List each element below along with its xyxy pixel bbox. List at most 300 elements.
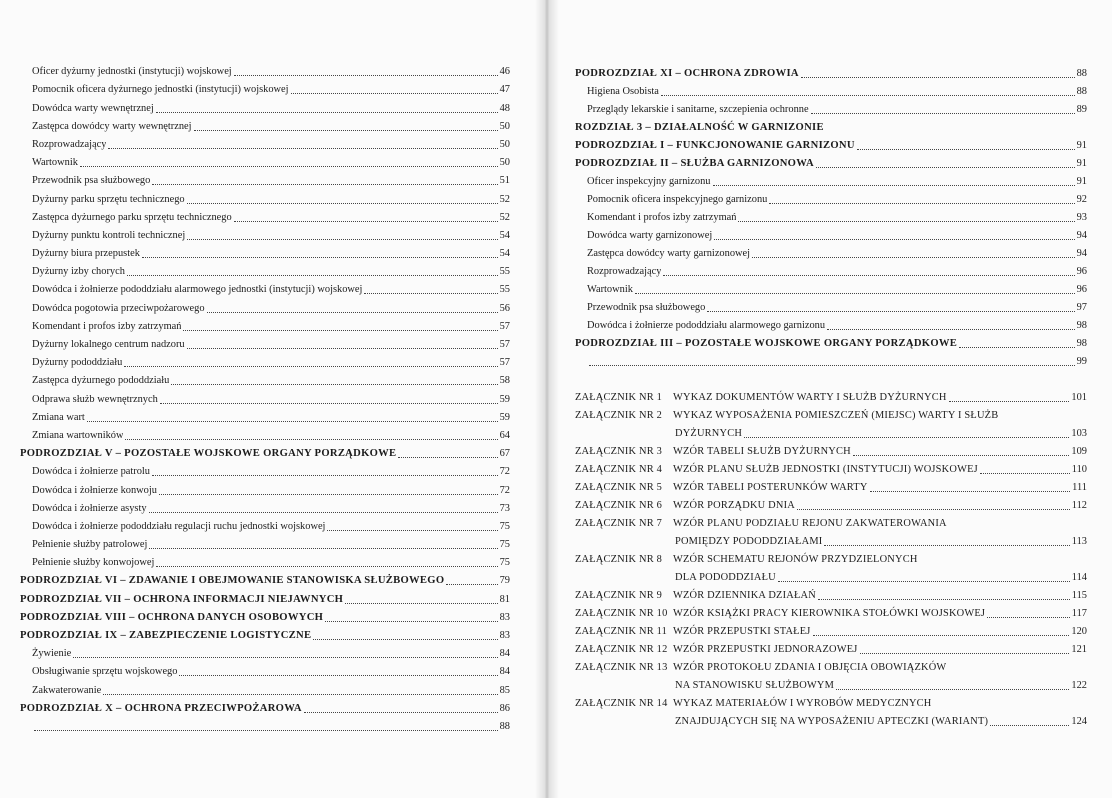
dot-leader — [801, 77, 1075, 78]
annex-title: WYKAZ WYPOSAŻENIA POMIESZCZEŃ (MIEJSC) WARTY I SŁUŻB — [673, 410, 999, 421]
toc-entry-title: NA STANOWISKU SŁUŻBOWYM — [675, 680, 835, 691]
dot-leader — [959, 347, 1074, 348]
annex-title: WZÓR TABELI SŁUŻB DYŻURNYCH — [673, 446, 851, 457]
dot-leader — [87, 421, 498, 422]
toc-section-heading — [575, 64, 1087, 82]
dot-leader — [127, 275, 498, 276]
toc-entry — [575, 298, 1087, 316]
toc-section-heading — [20, 626, 510, 644]
toc-page-number: 56 — [499, 302, 510, 314]
dot-leader — [159, 494, 498, 495]
toc-entry-title: Dyżurny pododdziału — [32, 357, 123, 369]
toc-entry — [20, 135, 510, 153]
toc-page-number: 113 — [1071, 536, 1087, 547]
toc-entry-title: Zmiana wartowników — [32, 429, 124, 441]
dot-leader — [816, 167, 1075, 168]
annex-text — [575, 588, 816, 604]
dot-leader — [797, 509, 1070, 510]
toc-entry — [20, 189, 510, 207]
annex-text — [575, 390, 947, 406]
left-page — [0, 0, 545, 798]
dot-leader — [304, 712, 498, 713]
toc-entry-title: Żywienie — [32, 648, 72, 660]
toc-page-number: 94 — [1076, 248, 1087, 259]
toc-page-number: 96 — [1076, 266, 1087, 277]
toc-entry — [20, 98, 510, 116]
annex-text — [575, 408, 998, 424]
toc-entry-title: Zastępca dowódcy warty wewnętrznej — [32, 120, 192, 132]
toc-entry-title: Odprawa służb wewnętrznych — [32, 393, 158, 405]
toc-entry-title: Rozprowadzający — [32, 138, 107, 150]
toc-page-number: 52 — [499, 193, 510, 205]
dot-leader — [778, 581, 1070, 582]
dot-leader — [446, 584, 497, 585]
toc-page-number: 72 — [499, 484, 510, 496]
toc-entry — [20, 371, 510, 389]
annex-label: ZAŁĄCZNIK NR 4 — [575, 464, 663, 475]
annex-text — [575, 696, 932, 712]
dot-leader — [345, 603, 497, 604]
annex-entry — [575, 694, 1087, 712]
annex-label: ZAŁĄCZNIK NR 13 — [575, 662, 668, 673]
toc-entry-title: Pomocnik oficera dyżurnego jednostki (instytucji) wojskowej — [32, 84, 289, 96]
toc-page-number: 83 — [499, 630, 510, 641]
dot-leader — [836, 689, 1069, 690]
toc-page-number: 81 — [499, 593, 510, 605]
toc-entry-title: DYŻURNYCH — [675, 428, 743, 439]
toc-section-heading — [20, 589, 510, 607]
toc-entry-title: Dowódca i żołnierze patrolu — [32, 466, 151, 478]
toc-entry-title: Dyżurny parku sprzętu technicznego — [32, 193, 185, 205]
toc-page-number: 67 — [499, 448, 510, 460]
dot-leader — [744, 437, 1069, 438]
toc-entry — [20, 117, 510, 135]
toc-entry-title: Dowódca i żołnierze konwoju — [32, 484, 157, 496]
toc-page-number: 84 — [499, 648, 510, 660]
toc-page-number: 94 — [1076, 230, 1087, 241]
toc-page-number: 114 — [1071, 572, 1087, 583]
dot-leader — [752, 257, 1075, 258]
toc-page-number: 75 — [499, 539, 510, 551]
toc-entry — [20, 153, 510, 171]
annex-title: WZÓR PLANU SŁUŻB JEDNOSTKI (INSTYTUCJI) WOJSKOWEJ — [673, 464, 978, 475]
toc-page-number: 84 — [499, 666, 510, 678]
toc-entry-title: Przewodnik psa służbowego — [32, 175, 151, 187]
annex-label: ZAŁĄCZNIK NR 9 — [575, 590, 663, 601]
toc-page-number: 59 — [499, 393, 510, 405]
toc-page-number: 55 — [499, 284, 510, 296]
toc-page-number: 92 — [1076, 194, 1087, 205]
annex-text — [575, 624, 811, 640]
annex-title: WZÓR KSIĄŻKI PRACY KIEROWNIKA STOŁÓWKI WOJSKOWEJ — [673, 608, 986, 619]
dot-leader — [661, 95, 1075, 96]
toc-page-number: 112 — [1071, 500, 1087, 511]
toc-entry — [575, 208, 1087, 226]
annex-entry — [575, 388, 1087, 406]
toc-entry — [20, 426, 510, 444]
dot-leader — [990, 725, 1069, 726]
toc-entry — [20, 280, 510, 298]
toc-page-number: 54 — [499, 248, 510, 260]
toc-page-number: 75 — [499, 520, 510, 532]
toc-page-number: 115 — [1071, 590, 1087, 601]
toc-page-number: 96 — [1076, 284, 1087, 295]
annex-title: WZÓR PROTOKOŁU ZDANIA I OBJĘCIA OBOWIĄZKÓW — [673, 662, 947, 673]
toc-page-number: 117 — [1071, 608, 1087, 619]
toc-page-number: 89 — [1076, 104, 1087, 115]
dot-leader — [663, 275, 1074, 276]
toc-page-number: 97 — [1076, 302, 1087, 313]
dot-leader — [80, 166, 498, 167]
annex-entry — [575, 460, 1087, 478]
annex-text — [575, 642, 858, 658]
toc-entry-title: Dowódca i żołnierze pododdziału regulacji ruchu jednostki wojskowej — [32, 520, 326, 532]
toc-entry — [20, 717, 510, 735]
annex-text — [575, 660, 946, 676]
toc-entry — [575, 100, 1087, 118]
toc-entry-title: ZNAJDUJĄCYCH SIĘ NA WYPOSAŻENIU APTECZKI (WARIANT) — [675, 716, 989, 727]
toc-entry-title: Dowódca i żołnierze pododdziału alarmowego jednostki (instytucji) wojskowej — [32, 284, 363, 296]
toc-entry — [20, 517, 510, 535]
dot-leader — [73, 657, 497, 658]
annex-title: WZÓR PRZEPUSTKI JEDNORAZOWEJ — [673, 644, 858, 655]
toc-entry-title: PODROZDZIAŁ I – FUNKCJONOWANIE GARNIZONU — [575, 140, 855, 151]
dot-leader — [827, 329, 1075, 330]
toc-page-number: 98 — [1076, 320, 1087, 331]
toc-page-number: 47 — [499, 84, 510, 96]
toc-entry-title: Przeglądy lekarskie i sanitarne, szczepienia ochronne — [587, 104, 809, 115]
dot-leader — [707, 311, 1074, 312]
toc-page-number: 48 — [499, 102, 510, 114]
toc-page-number: 58 — [499, 375, 510, 387]
toc-entry — [575, 82, 1087, 100]
annex-text — [575, 444, 851, 460]
toc-page-number: 57 — [499, 320, 510, 332]
right-page — [545, 0, 1112, 798]
toc-section-heading — [575, 136, 1087, 154]
dot-leader — [949, 401, 1070, 402]
annex-entry — [575, 514, 1087, 532]
annex-title: WZÓR PRZEPUSTKI STAŁEJ — [673, 626, 811, 637]
annex-label: ZAŁĄCZNIK NR 12 — [575, 644, 668, 655]
dot-leader — [364, 293, 497, 294]
toc-entry-title: PODROZDZIAŁ XI – OCHRONA ZDROWIA — [575, 68, 799, 79]
annex-entry — [575, 658, 1087, 676]
toc-entry — [575, 244, 1087, 262]
toc-entry-title: PODROZDZIAŁ X – OCHRONA PRZECIWPOŻAROWA — [20, 702, 302, 714]
left-toc-list — [20, 62, 510, 735]
annex-title: WZÓR SCHEMATU REJONÓW PRZYDZIELONYCH — [673, 554, 918, 565]
annex-label: ZAŁĄCZNIK NR 6 — [575, 500, 663, 511]
toc-entry — [20, 680, 510, 698]
annex-entry — [575, 586, 1087, 604]
toc-entry-title: Dyżurny izby chorych — [32, 266, 125, 278]
toc-entry-title: Dyżurny biura przepustek — [32, 248, 140, 260]
dot-leader — [714, 239, 1074, 240]
dot-leader — [171, 384, 497, 385]
toc-page-number: 57 — [499, 357, 510, 369]
annex-entry — [575, 550, 1087, 568]
dot-leader — [853, 455, 1070, 456]
toc-entry — [575, 190, 1087, 208]
toc-page-number: 59 — [499, 411, 510, 423]
toc-entry — [20, 499, 510, 517]
dot-leader — [870, 491, 1071, 492]
toc-entry-title: PODROZDZIAŁ V – POZOSTAŁE WOJSKOWE ORGANY PORZĄDKOWE — [20, 448, 397, 460]
dot-leader — [818, 599, 1070, 600]
toc-page-number: 99 — [1076, 356, 1087, 367]
toc-page-number: 121 — [1071, 644, 1087, 655]
toc-chapter-heading — [575, 118, 1087, 136]
dot-leader — [980, 473, 1070, 474]
toc-entry-title: Komendant i profos izby zatrzymań — [32, 320, 182, 332]
toc-entry — [20, 553, 510, 571]
dot-leader — [125, 439, 497, 440]
toc-entry — [20, 408, 510, 426]
annex-label: ZAŁĄCZNIK NR 8 — [575, 554, 663, 565]
annex-title: WZÓR PORZĄDKU DNIA — [673, 500, 795, 511]
toc-entry-title: Wartownik — [32, 157, 78, 169]
toc-entry — [20, 262, 510, 280]
right-toc-list — [575, 64, 1087, 730]
dot-leader — [824, 545, 1069, 546]
toc-entry-title: Zastępca dowódcy warty garnizonowej — [587, 248, 751, 259]
toc-entry — [20, 335, 510, 353]
toc-page-number: 124 — [1071, 716, 1087, 727]
dot-leader — [194, 130, 498, 131]
annex-entry — [575, 496, 1087, 514]
annex-label: ZAŁĄCZNIK NR 2 — [575, 410, 663, 421]
toc-page-number: 91 — [1076, 158, 1087, 169]
toc-entry — [575, 280, 1087, 298]
annex-entry — [575, 604, 1087, 622]
toc-entry — [20, 244, 510, 262]
annex-continuation — [575, 568, 1087, 586]
dot-leader — [124, 366, 497, 367]
toc-page-number: 83 — [499, 611, 510, 623]
dot-leader — [34, 730, 498, 731]
dot-leader — [234, 221, 498, 222]
dot-leader — [149, 548, 497, 549]
toc-entry-title: PODROZDZIAŁ VIII – OCHRONA DANYCH OSOBOWYCH — [20, 611, 324, 623]
annex-title: WZÓR PLANU PODZIAŁU REJONU ZAKWATEROWANIA — [673, 518, 947, 529]
toc-entry-title: Zastępca dyżurnego parku sprzętu technicznego — [32, 211, 232, 223]
dot-leader — [769, 203, 1074, 204]
toc-page-number: 54 — [499, 229, 510, 241]
toc-entry-title: Zastępca dyżurnego pododdziału — [32, 375, 170, 387]
annex-label: ZAŁĄCZNIK NR 5 — [575, 482, 663, 493]
toc-entry — [575, 226, 1087, 244]
toc-entry-title: DLA PODODDZIAŁU — [675, 572, 776, 583]
toc-entry — [20, 317, 510, 335]
toc-page-number: 50 — [499, 157, 510, 169]
toc-page-number: 91 — [1076, 176, 1087, 187]
annex-entry — [575, 622, 1087, 640]
dot-leader — [108, 148, 497, 149]
dot-leader — [813, 635, 1070, 636]
toc-entry — [20, 535, 510, 553]
toc-section-heading — [575, 334, 1087, 352]
toc-entry — [20, 171, 510, 189]
dot-leader — [811, 113, 1075, 114]
toc-page-number: 109 — [1071, 446, 1087, 457]
toc-entry — [20, 462, 510, 480]
dot-leader — [635, 293, 1075, 294]
toc-page-number: 120 — [1071, 626, 1087, 637]
toc-page-number: 50 — [499, 138, 510, 150]
toc-entry-title: Dowódca i żołnierze asysty — [32, 502, 147, 514]
toc-entry — [575, 262, 1087, 280]
toc-entry-title: Pomocnik oficera inspekcyjnego garnizonu — [587, 194, 768, 205]
toc-entry-title: Przewodnik psa służbowego — [587, 302, 706, 313]
annex-title: WZÓR TABELI POSTERUNKÓW WARTY — [673, 482, 868, 493]
dot-leader — [291, 93, 498, 94]
annex-text — [575, 552, 918, 568]
annex-text — [575, 480, 868, 496]
toc-entry-title: Oficer dyżurny jednostki (instytucji) wojskowej — [32, 66, 232, 78]
toc-page-number: 72 — [499, 466, 510, 478]
annex-text — [575, 606, 985, 622]
annex-entry — [575, 442, 1087, 460]
annex-text — [575, 498, 795, 514]
dot-leader — [149, 512, 498, 513]
toc-page-number: 55 — [499, 266, 510, 278]
toc-entry — [20, 662, 510, 680]
toc-page-number: 86 — [499, 702, 510, 714]
annex-title: WYKAZ DOKUMENTÓW WARTY I SŁUŻB DYŻURNYCH — [673, 392, 947, 403]
dot-leader — [589, 365, 1075, 366]
dot-leader — [187, 239, 497, 240]
toc-entry-title: POMIĘDZY PODODDZIAŁAMI — [675, 536, 823, 547]
toc-page-number: 111 — [1072, 482, 1087, 493]
annex-label: ZAŁĄCZNIK NR 11 — [575, 626, 668, 637]
annex-entry — [575, 406, 1087, 424]
dot-leader — [860, 653, 1070, 654]
annex-continuation — [575, 532, 1087, 550]
toc-entry — [20, 298, 510, 316]
toc-entry — [575, 172, 1087, 190]
dot-leader — [325, 621, 497, 622]
dot-leader — [398, 457, 497, 458]
dot-leader — [156, 566, 497, 567]
dot-leader — [987, 617, 1070, 618]
dot-leader — [179, 675, 497, 676]
dot-leader — [187, 348, 498, 349]
toc-page-number: 46 — [499, 66, 510, 78]
toc-entry-title: Dyżurny punktu kontroli technicznej — [32, 229, 186, 241]
toc-page-number: 52 — [499, 211, 510, 223]
dot-leader — [152, 184, 497, 185]
toc-entry-title: Dowódca pogotowia przeciwpożarowego — [32, 302, 205, 314]
toc-entry-title: PODROZDZIAŁ III – POZOSTAŁE WOJSKOWE ORGANY PORZĄDKOWE — [575, 338, 958, 349]
toc-section-heading — [20, 699, 510, 717]
toc-entry-title: Oficer inspekcyjny garnizonu — [587, 176, 711, 187]
toc-section-heading — [20, 444, 510, 462]
toc-page-number: 57 — [499, 339, 510, 350]
toc-entry — [20, 353, 510, 371]
annex-spacer — [575, 370, 1087, 388]
annex-label: ZAŁĄCZNIK NR 14 — [575, 698, 668, 709]
toc-entry — [20, 644, 510, 662]
toc-page-number: 79 — [499, 575, 510, 587]
toc-entry-title: Obsługiwanie sprzętu wojskowego — [32, 666, 178, 678]
toc-entry — [20, 62, 510, 80]
dot-leader — [183, 330, 497, 331]
toc-page-number: 93 — [1076, 212, 1087, 223]
toc-entry-title: Zmiana wart — [32, 411, 85, 423]
toc-page-number: 88 — [1076, 86, 1087, 97]
annex-label: ZAŁĄCZNIK NR 1 — [575, 392, 663, 403]
toc-entry-title: PODROZDZIAŁ VII – OCHRONA INFORMACJI NIEJAWNYCH — [20, 593, 344, 605]
toc-entry — [20, 208, 510, 226]
annex-title: WZÓR DZIENNIKA DZIAŁAŃ — [673, 590, 816, 601]
annex-label: ZAŁĄCZNIK NR 10 — [575, 608, 668, 619]
toc-entry-title: Pełnienie służby patrolowej — [32, 539, 148, 551]
toc-section-heading — [575, 154, 1087, 172]
toc-page-number: 50 — [499, 120, 510, 132]
toc-entry-title: Pełnienie służby konwojowej — [32, 557, 155, 569]
annex-text — [575, 462, 978, 478]
toc-entry-title: Dyżurny lokalnego centrum nadzoru — [32, 339, 185, 350]
annex-title: WYKAZ MATERIAŁÓW I WYROBÓW MEDYCZNYCH — [673, 698, 932, 709]
toc-entry-title: PODROZDZIAŁ II – SŁUŻBA GARNIZONOWA — [575, 158, 814, 169]
toc-entry-title: Dowódca i żołnierze pododdziału alarmowego garnizonu — [587, 320, 826, 331]
annex-continuation — [575, 712, 1087, 730]
dot-leader — [152, 475, 498, 476]
dot-leader — [187, 203, 498, 204]
toc-entry — [575, 316, 1087, 334]
dot-leader — [327, 530, 497, 531]
dot-leader — [160, 403, 498, 404]
toc-page-number: 122 — [1071, 680, 1087, 691]
dot-leader — [713, 185, 1075, 186]
toc-entry-title: PODROZDZIAŁ VI – ZDAWANIE I OBEJMOWANIE STANOWISKA SŁUŻBOWEGO — [20, 575, 445, 587]
toc-entry-title: Dowódca warty garnizonowej — [587, 230, 713, 241]
dot-leader — [103, 694, 497, 695]
toc-section-heading — [20, 608, 510, 626]
toc-page-number: 85 — [499, 684, 510, 696]
toc-page-number: 91 — [1076, 140, 1087, 151]
annex-entry — [575, 640, 1087, 658]
dot-leader — [142, 257, 498, 258]
toc-entry — [575, 352, 1087, 370]
annex-entry — [575, 478, 1087, 496]
dot-leader — [156, 112, 498, 113]
toc-entry-title: ROZDZIAŁ 3 – DZIAŁALNOŚĆ W GARNIZONIE — [575, 122, 824, 133]
dot-leader — [207, 312, 498, 313]
annex-label: ZAŁĄCZNIK NR 7 — [575, 518, 663, 529]
toc-page-number: 75 — [499, 557, 510, 569]
dot-leader — [313, 639, 497, 640]
toc-page-number: 88 — [1076, 68, 1087, 79]
toc-page-number: 64 — [499, 429, 510, 441]
toc-entry — [20, 80, 510, 98]
toc-page-number: 73 — [499, 502, 510, 514]
dot-leader — [857, 149, 1075, 150]
toc-page-number: 103 — [1071, 428, 1087, 439]
dot-leader — [738, 221, 1074, 222]
toc-page-number: 98 — [1076, 338, 1087, 349]
annex-continuation — [575, 424, 1087, 442]
toc-entry-title: Wartownik — [587, 284, 633, 295]
toc-page-number: 110 — [1071, 464, 1087, 475]
toc-entry-title: Zakwaterowanie — [32, 684, 102, 696]
toc-section-heading — [20, 571, 510, 589]
book-gutter-shadow — [535, 0, 559, 798]
dot-leader — [234, 75, 498, 76]
toc-entry-title: Dowódca warty wewnętrznej — [32, 102, 154, 114]
annex-text — [575, 516, 947, 532]
